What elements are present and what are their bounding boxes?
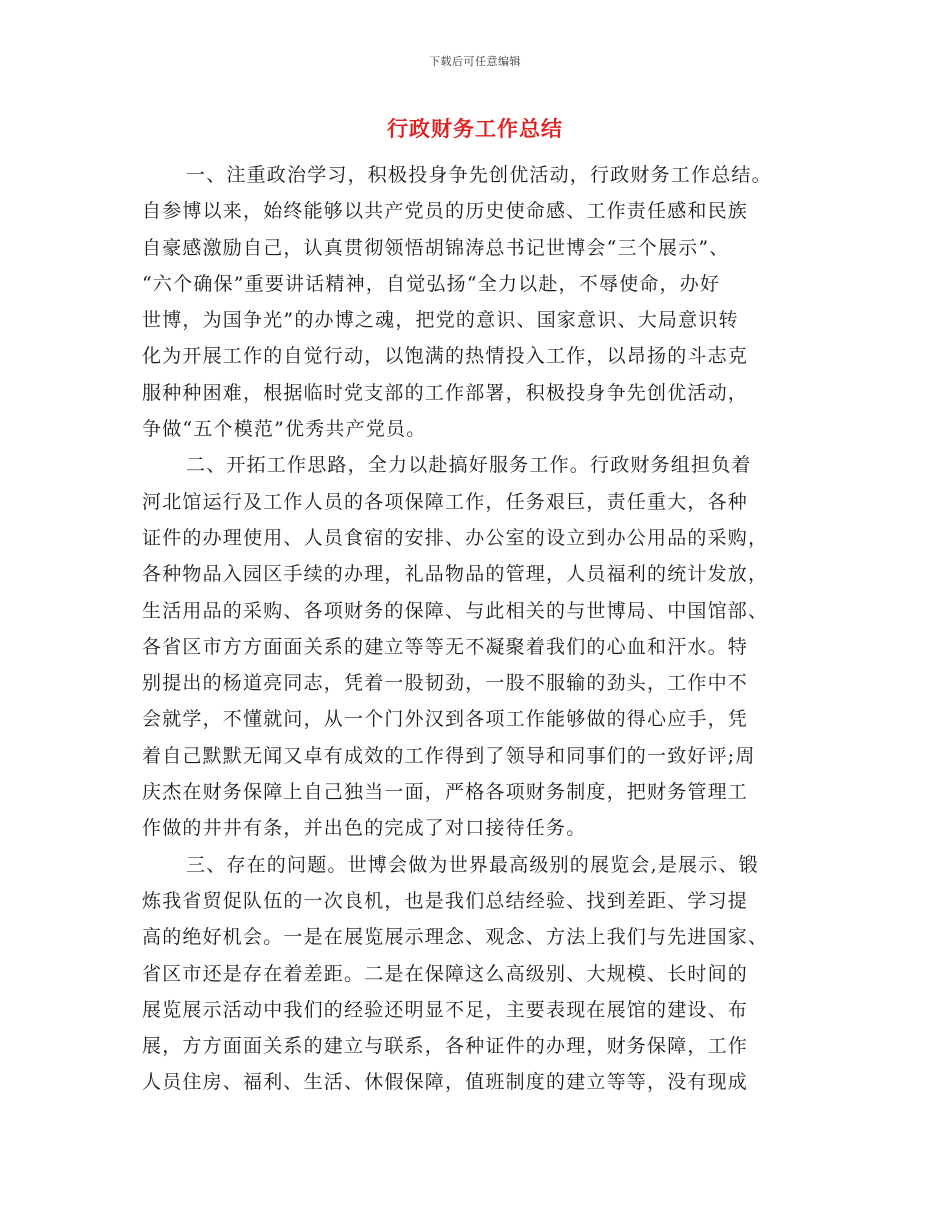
paragraph-3: [142, 847, 812, 1101]
text-line: 着自己默默无闻又卓有成效的工作得到了领导和同事们的一致好评;周: [142, 744, 756, 767]
text-line: 一、注重政治学习，积极投身争先创优活动，行政财务工作总结。: [186, 164, 772, 186]
text-line: 生活用品的采购、各项财务的保障、与此相关的与世博局、中国馆部、: [142, 599, 769, 622]
text-line: 证件的办理使用、人员食宿的安排、办公室的设立到办公用品的采购，: [142, 526, 769, 549]
text-line: 人员住房、福利、生活、休假保障，值班制度的建立等等，没有现成: [142, 1071, 749, 1094]
text-line: 展，方方面面关系的建立与联系，各种证件的办理，财务保障，工作: [142, 1035, 749, 1058]
text-line: 展览展示活动中我们的经验还明显不足，主要表现在展馆的建设、布: [142, 998, 749, 1021]
text-line: 高的绝好机会。一是在展览展示理念、观念、方法上我们与先进国家、: [142, 926, 769, 949]
header-note: 下载后可任意编辑: [429, 55, 521, 68]
text-line: 作做的井井有条，并出色的完成了对口接待任务。: [142, 817, 587, 840]
text-line: 会就学，不懂就问，从一个门外汉到各项工作能够做的得心应手，凭: [142, 708, 749, 731]
text-line: 三、存在的问题。世博会做为世界最高级别的展览会,是展示、锻: [186, 853, 759, 876]
text-line: 服种种困难，根据临时党支部的工作部署，积极投身争先创优活动，: [142, 381, 749, 404]
text-line: 炼我省贸促队伍的一次良机，也是我们总结经验、找到差距、学习提: [142, 889, 749, 912]
text-line: 世博，为国争光”的办博之魂，把党的意识、国家意识、大局意识转: [142, 309, 739, 332]
text-line: 各省区市方方面面关系的建立等等无不凝聚着我们的心血和汗水。特: [142, 635, 749, 658]
text-line: 河北馆运行及工作人员的各项保障工作，任务艰巨，责任重大，各种: [142, 490, 749, 513]
text-line: 省区市还是存在着差距。二是在保障这么高级别、大规模、长时间的: [142, 962, 749, 985]
text-line: 自豪感激励自己，认真贯彻领悟胡锦涛总书记世博会“三个展示”、: [142, 236, 730, 259]
text-line: 自参博以来，始终能够以共产党员的历史使命感、工作责任感和民族: [142, 200, 749, 223]
document-body: [142, 157, 812, 1101]
text-line: 各种物品入园区手续的办理，礼品物品的管理，人员福利的统计发放，: [142, 563, 769, 586]
paragraph-1: [142, 157, 812, 447]
text-line: 化为开展工作的自觉行动，以饱满的热情投入工作，以昂扬的斗志克: [142, 345, 749, 368]
text-line: “六个确保”重要讲话精神，自觉弘扬“全力以赴，不辱使命，办好: [142, 272, 721, 295]
text-line: 争做“五个模范”优秀共产党员。: [142, 418, 427, 441]
paragraph-2: [142, 447, 812, 846]
text-line: 别提出的杨道亮同志，凭着一股韧劲，一股不服输的劲头，工作中不: [142, 672, 749, 695]
text-line: 二、开拓工作思路，全力以赴搞好服务工作。行政财务组担负着: [186, 454, 752, 477]
document-title: 行政财务工作总结: [387, 117, 563, 141]
text-line: 庆杰在财务保障上自己独当一面，严格各项财务制度，把财务管理工: [142, 781, 749, 804]
